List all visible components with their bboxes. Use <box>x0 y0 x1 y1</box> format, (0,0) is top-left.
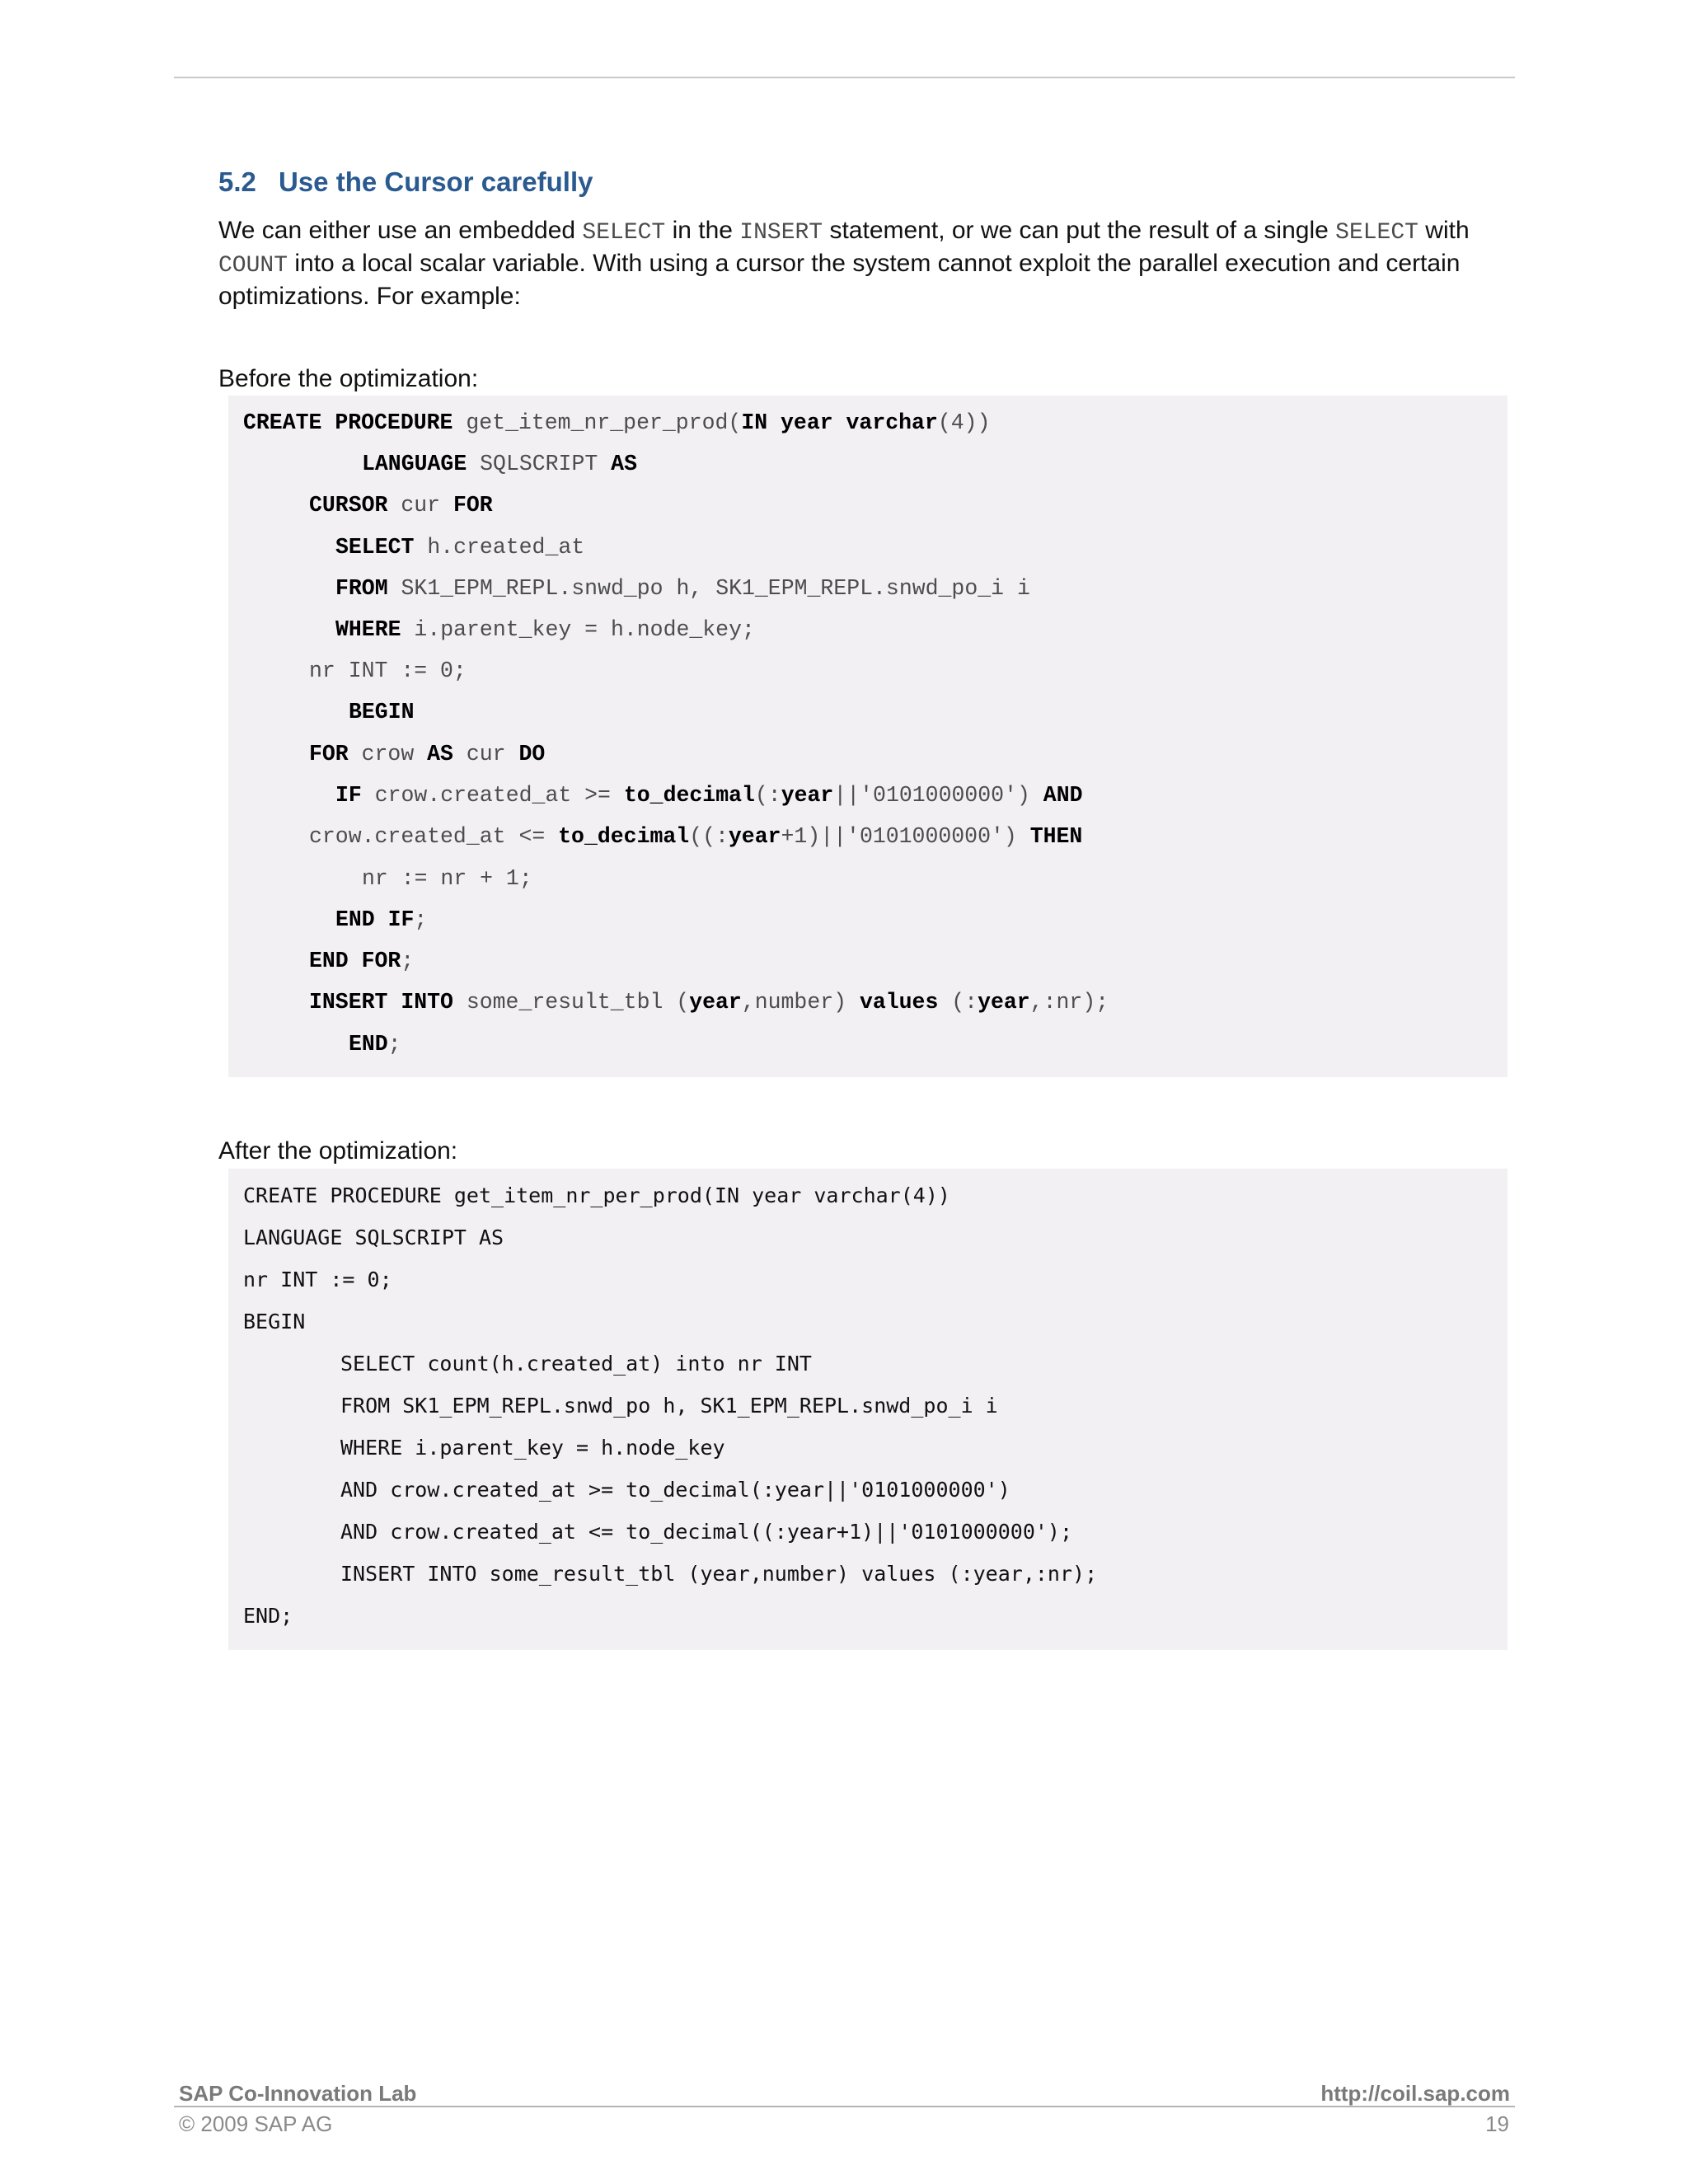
code-line: AND crow.created_at <= to_decimal((:year+1)||'0101000000'); <box>340 1520 1073 1544</box>
paragraph-text: in the <box>665 217 740 244</box>
footer-org: SAP Co-Innovation Lab <box>179 2081 417 2106</box>
footer-copyright: © 2009 SAP AG <box>179 2111 333 2136</box>
code-line: CREATE PROCEDURE get_item_nr_per_prod(IN year varchar(4)) <box>243 410 991 435</box>
paragraph-text: into a local scalar variable. With using a cursor the system cannot exploit the parallel execution and certain optimizations. For example: <box>218 250 1461 310</box>
paragraph-text: with <box>1418 217 1470 244</box>
code-line: AND crow.created_at >= to_decimal(:year||'0101000000') <box>340 1478 1010 1502</box>
code-line: WHERE i.parent_key = h.node_key <box>340 1436 725 1460</box>
inline-code-count: COUNT <box>218 253 288 279</box>
code-line: INSERT INTO some_result_tbl (year,number) values (:year,:nr); <box>340 1562 1098 1586</box>
after-label: After the optimization: <box>218 1137 458 1165</box>
code-line: nr := nr + 1; <box>362 866 532 891</box>
code-line: CURSOR cur FOR <box>309 493 493 518</box>
code-line: FOR crow AS cur DO <box>309 742 546 766</box>
code-line: FROM SK1_EPM_REPL.snwd_po h, SK1_EPM_REPL.snwd_po_i i <box>340 1394 998 1418</box>
code-line: LANGUAGE SQLSCRIPT AS <box>362 452 637 476</box>
code-line: IF crow.created_at >= to_decimal(:year||'0101000000') AND <box>335 783 1083 808</box>
code-line: CREATE PROCEDURE get_item_nr_per_prod(IN year varchar(4)) <box>243 1183 950 1207</box>
intro-paragraph <box>218 215 1521 312</box>
before-code-block <box>228 396 1507 1077</box>
code-line: crow.created_at <= to_decimal((:year+1)||'0101000000') THEN <box>309 824 1083 849</box>
code-line: WHERE i.parent_key = h.node_key; <box>335 617 755 642</box>
page-number: 19 <box>1485 2111 1509 2136</box>
code-line: BEGIN <box>243 1310 306 1333</box>
code-line: END IF; <box>335 907 428 932</box>
code-line: END; <box>243 1604 293 1628</box>
code-line: END; <box>349 1032 401 1057</box>
inline-code-select: SELECT <box>1335 220 1418 246</box>
footer-url[interactable]: http://coil.sap.com <box>1320 2081 1510 2106</box>
before-label: Before the optimization: <box>218 365 479 392</box>
inline-code-insert: INSERT <box>739 220 823 246</box>
after-code-block <box>228 1169 1507 1650</box>
code-line: nr INT := 0; <box>243 1268 392 1291</box>
section-number: 5.2 <box>218 166 256 197</box>
paragraph-text: statement, or we can put the result of a single <box>823 217 1336 244</box>
code-line: nr INT := 0; <box>309 658 467 683</box>
section-title: Use the Cursor carefully <box>279 166 593 197</box>
header-rule <box>174 77 1515 78</box>
section-heading <box>218 166 593 198</box>
code-line: INSERT INTO some_result_tbl (year,number) values (:year,:nr); <box>309 990 1109 1015</box>
code-line: END FOR; <box>309 949 415 973</box>
code-line: SELECT h.created_at <box>335 535 585 560</box>
code-line: FROM SK1_EPM_REPL.snwd_po h, SK1_EPM_REPL.snwd_po_i i <box>335 576 1030 601</box>
footer-rule <box>174 2106 1515 2107</box>
paragraph-text: We can either use an embedded <box>218 217 583 244</box>
code-line: BEGIN <box>349 700 415 724</box>
code-line: SELECT count(h.created_at) into nr INT <box>340 1352 812 1376</box>
inline-code-select: SELECT <box>582 220 666 246</box>
code-line: LANGUAGE SQLSCRIPT AS <box>243 1226 504 1249</box>
